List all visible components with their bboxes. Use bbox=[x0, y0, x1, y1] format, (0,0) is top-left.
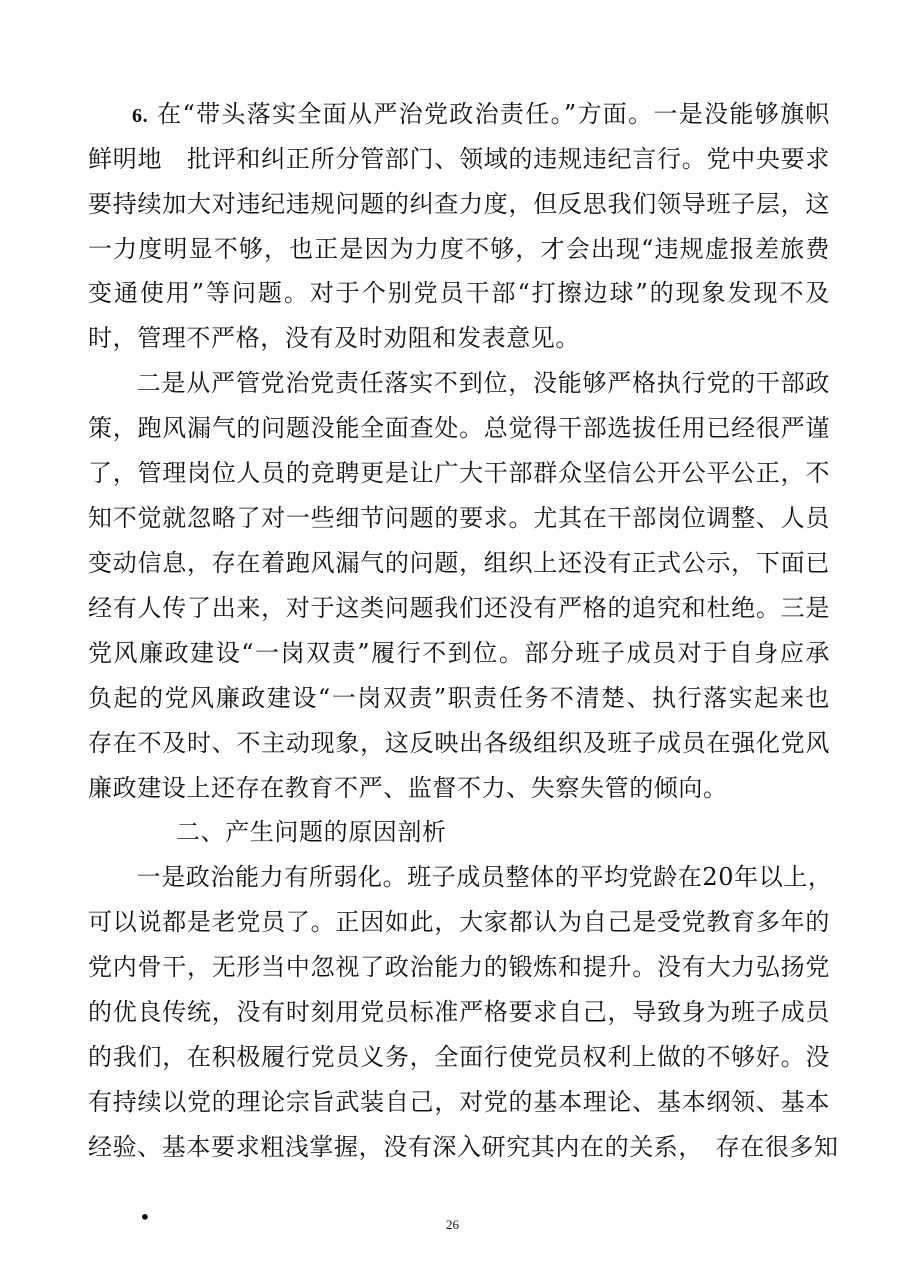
paragraph-3-line-4: 的优良传统，没有时刻用党员标准严格要求自己，导致身为班子成员 bbox=[88, 998, 830, 1026]
paragraph-1-line-5: 变通使用”等问题。对于个别党员干部“打擦边球”的现象发现不及 bbox=[88, 279, 830, 307]
paragraph-2-line-4: 知不觉就忽略了对一些细节问题的要求。尤其在干部岗位调整、人员 bbox=[88, 504, 830, 532]
section-heading: 二、产生问题的原因剖析 bbox=[176, 818, 447, 846]
paragraph-2-line-1: 二是从严管党治党责任落实不到位，没能够严格执行党的干部政 bbox=[112, 369, 830, 397]
paragraph-1-line-6: 时，管理不严格，没有及时劝阻和发表意见。 bbox=[88, 324, 580, 352]
paragraph-2-line-3: 了，管理岗位人员的竞聘更是让广大干部群众坚信公开公平公正，不 bbox=[88, 459, 830, 487]
paragraph-3-line-6: 有持续以党的理论宗旨武装自己，对党的基本理论、基本纲领、基本 bbox=[88, 1088, 830, 1116]
paragraph-3-line-3: 党内骨干，无形当中忽视了政治能力的锻炼和提升。没有大力弘扬党 bbox=[88, 953, 830, 981]
paragraph-1-line-1 bbox=[88, 97, 830, 131]
paragraph-2-line-10: 廉政建设上还存在教育不严、监督不力、失察失管的倾向。 bbox=[88, 774, 728, 802]
paragraph-3-line-7: 经验、基本要求粗浅掌握，没有深入研究其内在的关系， 存在很多知 bbox=[88, 1133, 839, 1161]
paragraph-2-line-9: 存在不及时、不主动现象，这反映出各级组织及班子成员在强化党风 bbox=[88, 729, 830, 757]
paragraph-2-line-6: 经有人传了出来，对于这类问题我们还没有严格的追究和杜绝。三是 bbox=[88, 594, 830, 622]
paragraph-2-line-5: 变动信息，存在着跑风漏气的问题，组织上还没有正式公示，下面已 bbox=[88, 549, 830, 577]
paragraph-3-line-1: 一是政治能力有所弱化。班子成员整体的平均党龄在20年以上， bbox=[112, 863, 833, 891]
page-number: 26 bbox=[446, 1217, 459, 1232]
paragraph-1-line-2: 鲜明地 批评和纠正所分管部门、领域的违规违纪言行。党中央要求 bbox=[88, 145, 830, 173]
line-text: 在“带头落实全面从严治党政治责任。”方面。一是没能够旗帜 bbox=[148, 100, 830, 128]
paragraph-1-line-3: 要持续加大对违纪违规问题的纠查力度，但反思我们领导班子层，这 bbox=[88, 190, 830, 218]
paragraph-1-line-4: 一力度明显不够，也正是因为力度不够，才会出现“违规虚报差旅费 bbox=[88, 235, 830, 263]
paragraph-3-line-2: 可以说都是老党员了。正因如此，大家都认为自己是受党教育多年的 bbox=[88, 908, 830, 936]
paragraph-2-line-8: 负起的党风廉政建设“一岗双责”职责任务不清楚、执行落实起来也 bbox=[88, 684, 830, 712]
paragraph-2-line-2: 策，跑风漏气的问题没能全面查处。总觉得干部选拔任用已经很严谨 bbox=[88, 414, 830, 442]
item-number: 6. bbox=[132, 105, 149, 127]
paragraph-3-line-5: 的我们，在积极履行党员义务，全面行使党员权利上做的不够好。没 bbox=[88, 1043, 830, 1071]
paragraph-2-line-7: 党风廉政建设“一岗双责”履行不到位。部分班子成员对于自身应承 bbox=[88, 639, 830, 667]
footer-bullet: • bbox=[139, 1205, 151, 1229]
